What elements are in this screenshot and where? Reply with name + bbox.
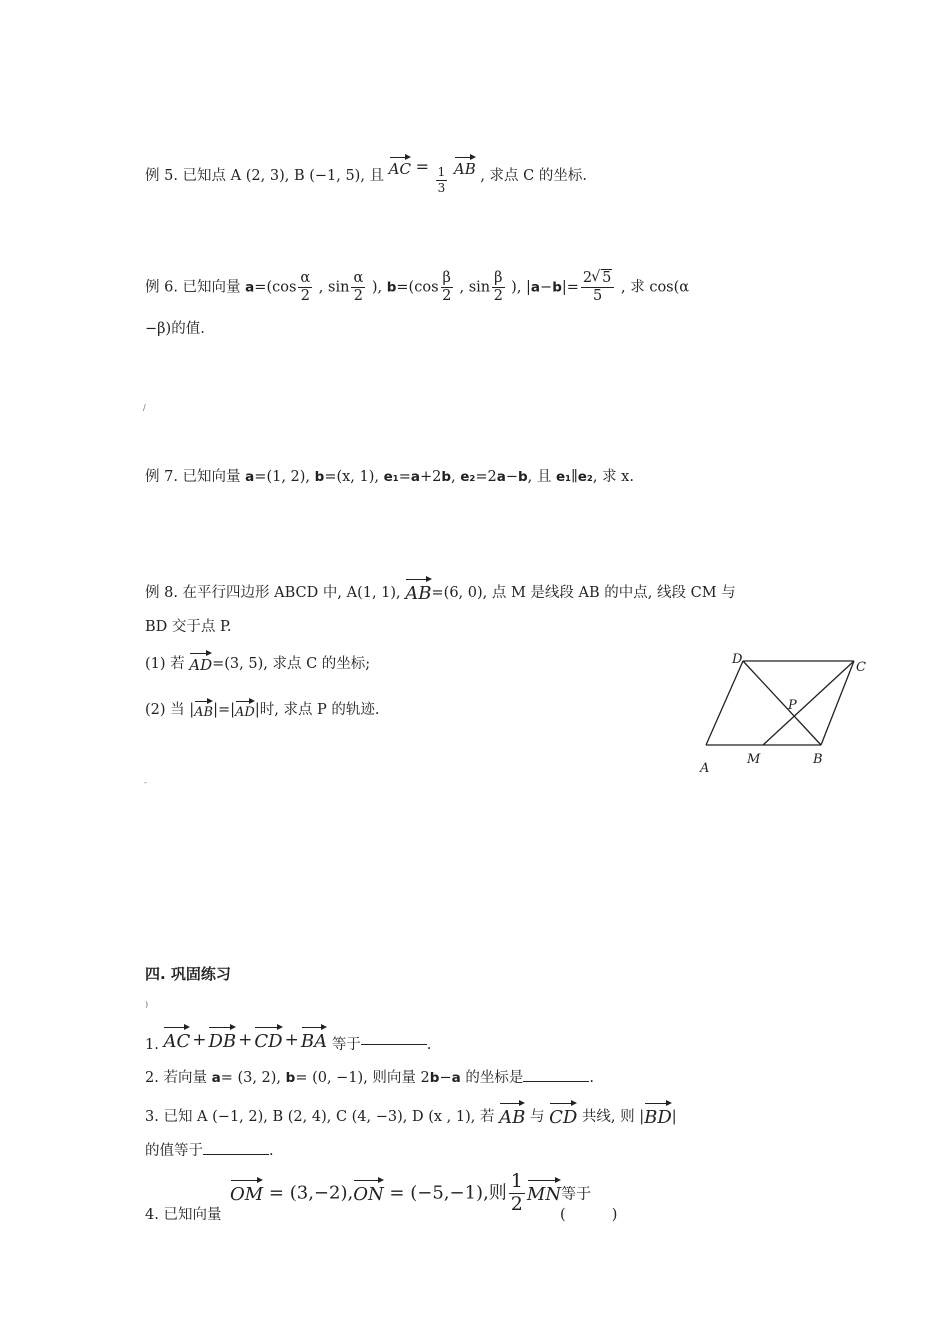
label-m: M (747, 752, 761, 767)
parallelogram-figure (692, 645, 882, 775)
ex6-text: − (540, 279, 553, 296)
answer-blank[interactable] (203, 1142, 269, 1155)
example-5 (145, 154, 587, 194)
vector-ad: AD (235, 698, 255, 719)
vector-ab: AB (194, 698, 213, 719)
vector-b: b (386, 279, 397, 296)
exercise-3: 3. 已知 A (−1, 2), B (2, 4), C (4, −3), D (x , 1), 若 AB 与 CD 共线, 则 |BD| (145, 1100, 677, 1127)
fraction-beta-half: $\frac{\beta}{2}$ (493, 270, 503, 305)
vector-ad: AD (189, 650, 212, 673)
exercise-4-formula: OM = (3,−2),ON = (−5,−1),则 $\frac{1}{2}$ MN等于 (230, 1170, 592, 1215)
ex6-text: |= (561, 279, 579, 296)
edge-da (706, 661, 743, 745)
example-7: 例 7. 已知向量 a=(1, 2), b=(x, 1), e₁=a+2b, e₂=2a−b, 且 e₁∥e₂, 求 x. (145, 469, 634, 485)
vector-ac: AC (389, 154, 411, 177)
ex6-text: =(cos (396, 279, 439, 296)
vector-cd: CD (254, 1024, 282, 1051)
fraction-one-half: $\frac{1}{2}$ (510, 1170, 523, 1215)
fraction-alpha-half: $\frac{\alpha}{2}$ (353, 270, 364, 305)
ex6-text: =(cos (254, 279, 297, 296)
example-8-q2: (2) 当 |AB|=|AD|时, 求点 P 的轨迹. (145, 698, 380, 719)
label-d: D (732, 652, 743, 667)
vector-om: OM (230, 1177, 263, 1204)
label-b: B (813, 752, 823, 767)
ex6-text: ), (367, 279, 387, 296)
vector-ab: AB (454, 154, 476, 177)
vector-b: b (552, 279, 562, 296)
section-heading: 四. 巩固练习 (145, 965, 231, 983)
label-a: A (700, 761, 710, 775)
label-p: P (788, 698, 797, 713)
vector-ab: AB (499, 1100, 525, 1127)
vector-ab: AB (405, 576, 431, 603)
vector-db: DB (208, 1024, 236, 1051)
vector-bd: BD (644, 1100, 672, 1127)
vector-a: a (245, 279, 255, 296)
ex6-text: , sin (454, 279, 491, 296)
example-6 (145, 271, 689, 304)
vector-cd: CD (549, 1100, 577, 1127)
answer-parentheses[interactable]: ( ) (560, 1207, 618, 1223)
exercise-3-line2: 的值等于 . (145, 1143, 274, 1159)
vector-a: a (530, 279, 541, 296)
example-8-line2: BD 交于点 P. (145, 619, 232, 635)
answer-blank[interactable] (361, 1032, 427, 1045)
vector-ba: BA (301, 1024, 327, 1051)
edge-bc (821, 661, 854, 745)
ex6-text: , 求 cos(α (616, 279, 690, 296)
exercise-4-label: 4. 已知向量 (145, 1207, 222, 1223)
ex6-text: 例 6. 已知向量 (145, 279, 246, 296)
vector-mn: MN (527, 1177, 561, 1204)
fraction-2root5-over-5: $\frac{2√ 5}{5}$ (581, 271, 614, 304)
example-6-line2: −β)的值. (145, 321, 205, 337)
vector-on: ON (353, 1177, 384, 1204)
example-8-q1: (1) 若 AD=(3, 5), 求点 C 的坐标; (145, 650, 370, 673)
fraction-one-third: $\frac{1}{3}$ (437, 165, 446, 195)
stray-mark: - (144, 778, 147, 787)
exercise-1: 1. AC + DB + CD + BA 等于 . (145, 1024, 431, 1053)
ex5-suffix: , 求点 C 的坐标. (480, 168, 587, 184)
label-c: C (856, 660, 866, 675)
exercise-2: 2. 若向量 a= (3, 2), b= (0, −1), 则向量 2b−a 的坐标是 . (145, 1070, 594, 1086)
fraction-beta-half: $\frac{\beta}{2}$ (442, 270, 452, 305)
ex5-prefix: 例 5. 已知点 A (2, 3), B (−1, 5), 且 (145, 168, 385, 184)
ex6-text: ), | (506, 279, 531, 296)
vector-ac: AC (163, 1024, 190, 1051)
example-8: 例 8. 在平行四边形 ABCD 中, A(1, 1), AB=(6, 0), 点 M 是线段 AB 的中点, 线段 CM 与 (145, 576, 736, 603)
fraction-alpha-half: $\frac{\alpha}{2}$ (300, 270, 311, 305)
ex6-text: , sin (314, 279, 350, 296)
answer-blank[interactable] (523, 1069, 589, 1082)
ex5-equals: = (415, 157, 429, 176)
stray-mark: ) (145, 1000, 149, 1009)
stray-mark: / (143, 403, 146, 412)
